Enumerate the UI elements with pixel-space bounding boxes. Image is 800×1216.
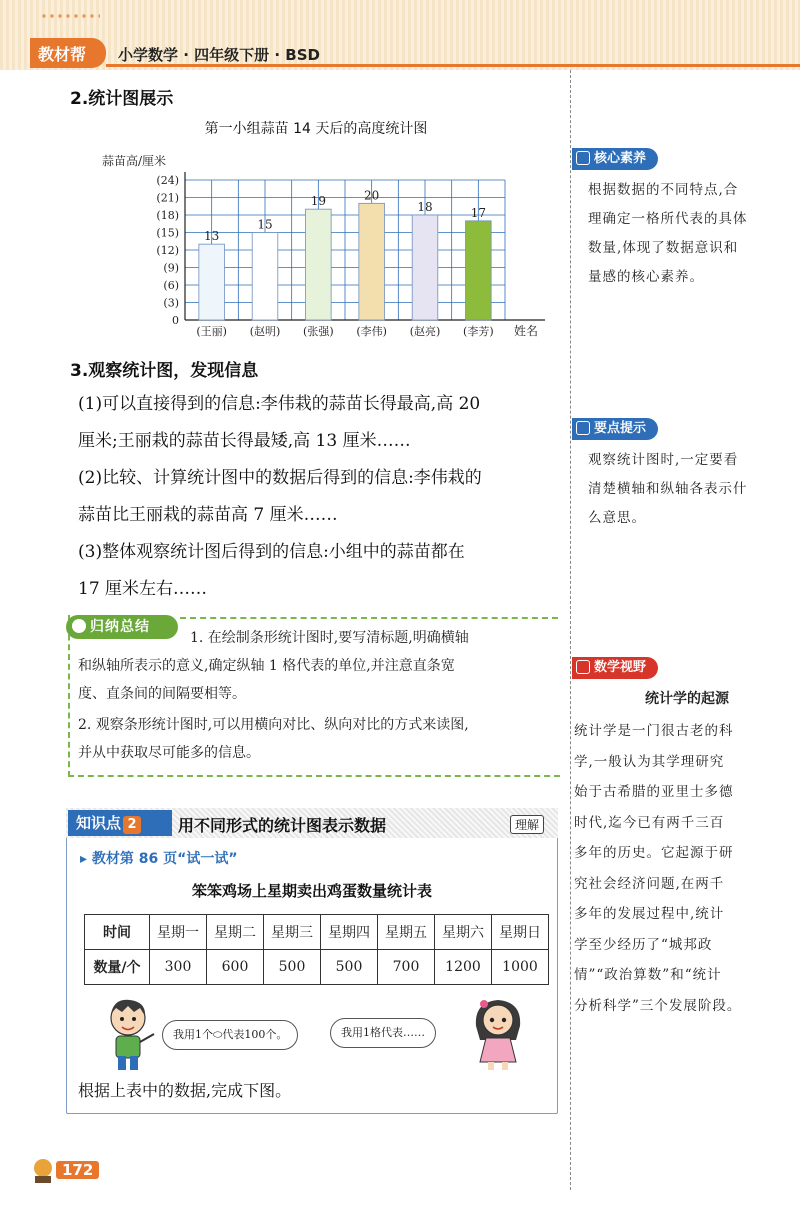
math-vision-subtitle: 统计学的起源	[645, 691, 729, 707]
sidebar-line: 理确定一格所代表的具体	[588, 211, 748, 227]
kp-number: 2	[123, 816, 141, 834]
sidebar-line: 清楚横轴和纵轴各表示什	[588, 481, 748, 497]
core-literacy-text	[588, 176, 778, 292]
kp-tag-label: 知识点	[76, 814, 122, 832]
sidebar-line: 观察统计图时,一定要看	[588, 452, 739, 468]
table-cell: 1200	[435, 950, 492, 985]
summary-badge-label: 归纳总结	[90, 619, 150, 635]
math-vision-text	[574, 716, 784, 1021]
observation-paragraph	[78, 386, 563, 608]
table-cell: 500	[321, 950, 378, 985]
check-icon	[576, 660, 590, 674]
para-line: (3)整体观察统计图后得到的信息:小组中的蒜苗都在	[78, 542, 465, 562]
bar	[199, 244, 225, 320]
boy-character-illustration	[100, 996, 160, 1072]
table-cell: 星期一	[150, 915, 207, 950]
x-tick-label: (王丽)	[196, 325, 227, 338]
y-tick-label: (15)	[156, 226, 179, 240]
sidebar-line: 么意思。	[588, 510, 646, 526]
y-tick-label: (3)	[163, 296, 179, 310]
sidebar-line: 统计学是一门很古老的科	[574, 723, 734, 739]
y-tick-label: (24)	[156, 174, 179, 187]
summary-top-border	[180, 617, 558, 619]
x-tick-label: (赵明)	[249, 325, 281, 338]
task-instruction: 根据上表中的数据,完成下图。	[78, 1081, 292, 1100]
core-literacy-tag	[572, 148, 658, 170]
bar	[412, 215, 438, 320]
summary-line: 度、直条间的间隔要相等。	[78, 686, 246, 702]
bar-value-label: 13	[204, 229, 220, 244]
table-cell: 星期六	[435, 915, 492, 950]
sidebar-line: 时代,迄今已有两千三百	[574, 814, 725, 831]
sidebar-line: 学,一般认为其学理研究	[574, 753, 725, 770]
bar	[306, 209, 332, 320]
egg-sales-table	[84, 914, 549, 985]
bar-value-label: 18	[417, 200, 433, 214]
y-tick-label: (21)	[156, 191, 179, 205]
sidebar-line: 学至少经历了“城邦政	[574, 936, 713, 953]
table-cell: 500	[264, 950, 321, 985]
table-cell: 1000	[492, 950, 549, 985]
check-icon	[576, 421, 590, 435]
sidebar-line: 数量,体现了数据意识和	[588, 240, 739, 256]
y-tick-label: (12)	[156, 244, 179, 257]
key-tip-text	[588, 446, 778, 533]
sidebar-line: 情”“政治算数”和“统计	[574, 967, 722, 983]
column-divider	[570, 70, 571, 1190]
y-tick-label: (6)	[163, 279, 179, 292]
bar	[359, 203, 385, 320]
table-cell: 300	[150, 950, 207, 985]
table-cell: 700	[378, 950, 435, 985]
para-line: (1)可以直接得到的信息:李伟栽的蒜苗长得最高,高 20	[78, 394, 481, 414]
sidebar-line: 始于古希腊的亚里士多德	[574, 784, 734, 800]
sidebar-line: 究社会经济问题,在两千	[574, 875, 725, 892]
summary-line: 1. 在绘制条形统计图时,要写清标题,明确横轴	[190, 630, 469, 646]
sidebar-line: 量感的核心素养。	[588, 269, 704, 285]
x-tick-label: (李芳)	[463, 325, 494, 338]
table-cell: 星期三	[264, 915, 321, 950]
table-cell: 星期四	[321, 915, 378, 950]
table-cell: 星期五	[378, 915, 435, 950]
para-line: 厘米;王丽栽的蒜苗长得最矮,高 13 厘米……	[78, 431, 411, 451]
para-line: (2)比较、计算统计图中的数据后得到的信息:李伟栽的	[78, 468, 482, 488]
table-cell: 600	[207, 950, 264, 985]
key-tip-label: 要点提示	[594, 421, 647, 436]
boy-speech-bubble: 我用1个⬭代表100个。	[162, 1020, 298, 1050]
summary-badge	[66, 615, 178, 639]
textbook-reference: ▸ 教材第 86 页“试一试”	[80, 851, 238, 867]
page-number: 172	[56, 1161, 99, 1179]
table-cell: 星期日	[492, 915, 549, 950]
para-line: 蒜苗比王丽栽的蒜苗高 7 厘米……	[78, 505, 338, 525]
bar-value-label: 17	[470, 205, 486, 220]
bar	[252, 233, 278, 321]
table-row	[85, 950, 549, 985]
y-tick-label: (18)	[156, 209, 179, 222]
bar-value-label: 15	[257, 217, 273, 232]
brand-label: 教材帮	[38, 45, 87, 64]
y-tick-label: (9)	[163, 261, 179, 275]
sidebar-line: 多年的发展过程中,统计	[574, 906, 725, 922]
check-icon	[576, 151, 590, 165]
section-3-title: 3.观察统计图，发现信息	[70, 361, 259, 381]
table-cell: 数量/个	[85, 950, 150, 985]
core-literacy-label: 核心素养	[594, 151, 647, 166]
chart-title: 第一小组蒜苗 14 天后的高度统计图	[204, 121, 428, 137]
para-line: 17 厘米左右……	[78, 579, 208, 599]
section-2-title: 2.统计图展示	[70, 89, 174, 109]
header-decoration	[40, 12, 100, 20]
chart-y-label: 蒜苗高/厘米	[102, 154, 167, 168]
book-title: 小学数学 · 四年级下册 · BSD	[118, 46, 320, 64]
bar-value-label: 19	[310, 194, 326, 209]
footer-mascot-icon	[30, 1156, 56, 1184]
x-tick-label: (张强)	[303, 325, 334, 338]
table-cell: 时间	[85, 915, 150, 950]
level-badge: 理解	[510, 815, 544, 834]
table-cell: 星期二	[207, 915, 264, 950]
sidebar-line: 分析科学”三个发展阶段。	[574, 997, 742, 1014]
target-icon	[72, 619, 86, 633]
bar	[466, 221, 492, 320]
sidebar-line: 多年的历史。它起源于研	[574, 845, 734, 861]
math-vision-label: 数学视野	[594, 660, 647, 675]
y-tick-label: 0	[172, 314, 179, 327]
summary-line: 2. 观察条形统计图时,可以用横向对比、纵向对比的方式来读图,	[78, 717, 469, 733]
summary-line: 并从中获取尽可能多的信息。	[78, 745, 260, 761]
summary-line: 和纵轴所表示的意义,确定纵轴 1 格代表的单位,并注意直条宽	[78, 658, 455, 674]
table-title: 笨笨鸡场上星期卖出鸡蛋数量统计表	[191, 882, 432, 900]
x-tick-label: (李伟)	[356, 325, 387, 338]
girl-character-illustration	[466, 996, 530, 1072]
knowledge-point-title: 用不同形式的统计图表示数据	[178, 816, 387, 835]
table-header-row	[85, 915, 549, 950]
bar-chart	[95, 140, 565, 340]
bar-value-label: 20	[364, 188, 380, 203]
knowledge-point-tag	[68, 810, 172, 836]
math-vision-tag	[572, 657, 658, 679]
x-tick-label: (赵亮)	[409, 325, 441, 338]
sidebar-line: 根据数据的不同特点,合	[588, 182, 739, 198]
key-tip-tag	[572, 418, 658, 440]
chart-x-label: 姓名	[514, 324, 539, 338]
girl-speech-bubble: 我用1格代表……	[330, 1018, 436, 1048]
